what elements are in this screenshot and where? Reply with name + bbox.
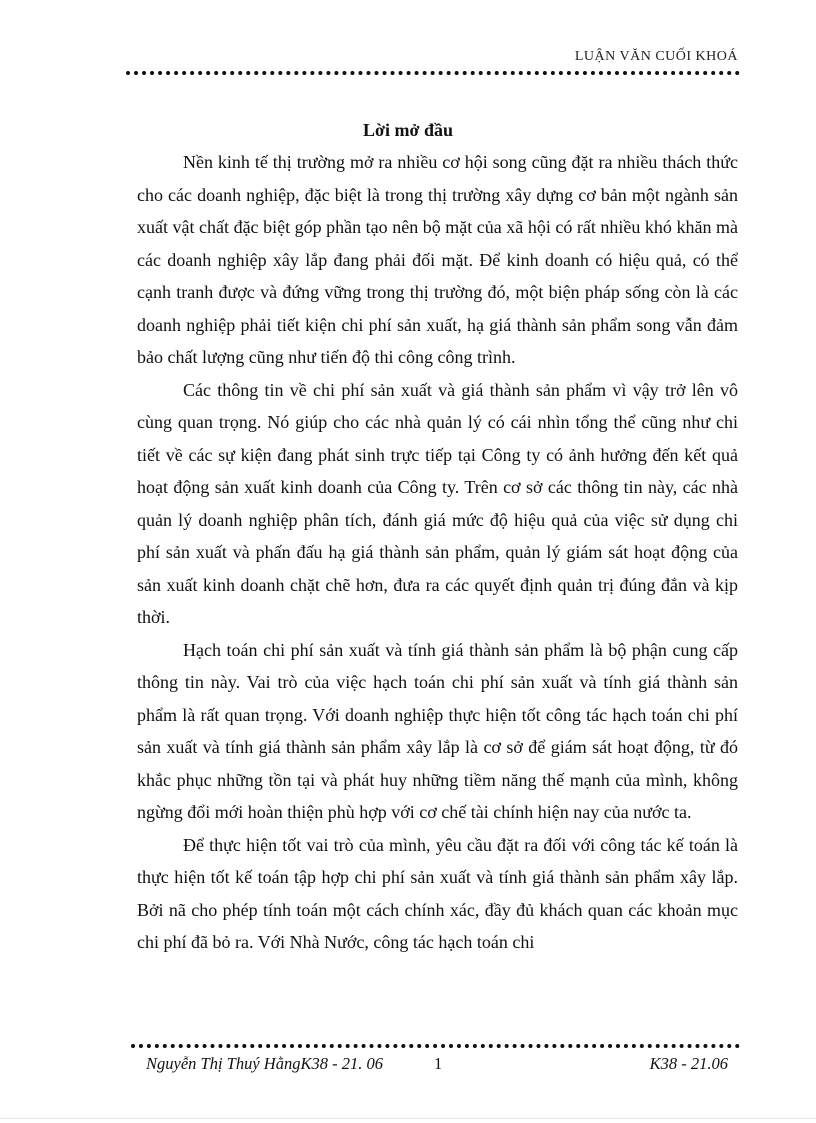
header-dotted-rule xyxy=(126,71,740,75)
document-title: Lời mở đầu xyxy=(363,120,453,140)
document-body xyxy=(137,146,738,959)
footer-author: Nguyễn Thị Thuý HằngK38 - 21. 06 xyxy=(146,1054,383,1073)
footer-dotted-rule xyxy=(131,1044,740,1048)
paragraph: Nền kinh tế thị trường mở ra nhiều cơ hội song cũng đặt ra nhiều thách thức cho các doanh nghiệp, đặc biệt là trong thị trường xây dựng cơ bản một ngành sản xuất vật chất đặc biệt góp phần tạo nên bộ mặt của xã hội có rất nhiều khó khăn mà các doanh nghiệp xây lắp đang phải đối mặt. Để kinh doanh có hiệu quả, có thể cạnh tranh được và đứng vững trong thị trường đó, một biện pháp sống còn là các doanh nghiệp phải tiết kiện chi phí sản xuất, hạ giá thành sản phẩm song vẫn đảm bảo chất lượng cũng như tiến độ thi công công trình. xyxy=(137,152,738,367)
running-header-title: LUẬN VĂN CUỐI KHOÁ xyxy=(574,49,738,64)
paragraph: Hạch toán chi phí sản xuất và tính giá thành sản phẩm là bộ phận cung cấp thông tin này. Vai trò của việc hạch toán chi phí sản xuất và tính giá thành sản phẩm là rất quan trọng. Với doanh nghiệp thực hiện tốt công tác hạch toán chi phí sản xuất và tính giá thành sản phẩm xây lắp là cơ sở để giám sát hoạt động, từ đó khắc phục những tồn tại và phát huy những tiềm năng thế mạnh của mình, không ngừng đổi mới hoàn thiện phù hợp với cơ chế tài chính hiện nay của nước ta. xyxy=(137,639,738,822)
paragraph: Để thực hiện tốt vai trò của mình, yêu cầu đặt ra đối với công tác kế toán là thực hiện tốt kế toán tập hợp chi phí sản xuất và tính giá thành sản phẩm xây lắp. Bởi nã cho phép tính toán một cách chính xác, đầy đủ khách quan các khoản mục chi phí đã bỏ ra. Với Nhà Nước, công tác hạch toán chi xyxy=(137,834,738,952)
page-footer xyxy=(146,1054,736,1078)
page-bottom-divider xyxy=(0,1118,816,1119)
footer-class-code: K38 - 21.06 xyxy=(649,1054,728,1073)
page-number: 1 xyxy=(434,1054,443,1073)
paragraph: Các thông tin về chi phí sản xuất và giá thành sản phẩm vì vậy trở lên vô cùng quan trọng. Nó giúp cho các nhà quản lý có cái nhìn tổng thể cũng như chi tiết về các sự kiện đang phát sinh trực tiếp tại Công ty có ảnh hưởng đến kết quả hoạt động sản xuất kinh doanh của Công ty. Trên cơ sở các thông tin này, các nhà quản lý doanh nghiệp phân tích, đánh giá mức độ hiệu quả của việc sử dụng chi phí sản xuất và phấn đấu hạ giá thành sản phẩm, quản lý giám sát hoạt động của sản xuất kinh doanh chặt chẽ hơn, đưa ra các quyết định quản trị đúng đắn và kịp thời. xyxy=(137,379,738,627)
